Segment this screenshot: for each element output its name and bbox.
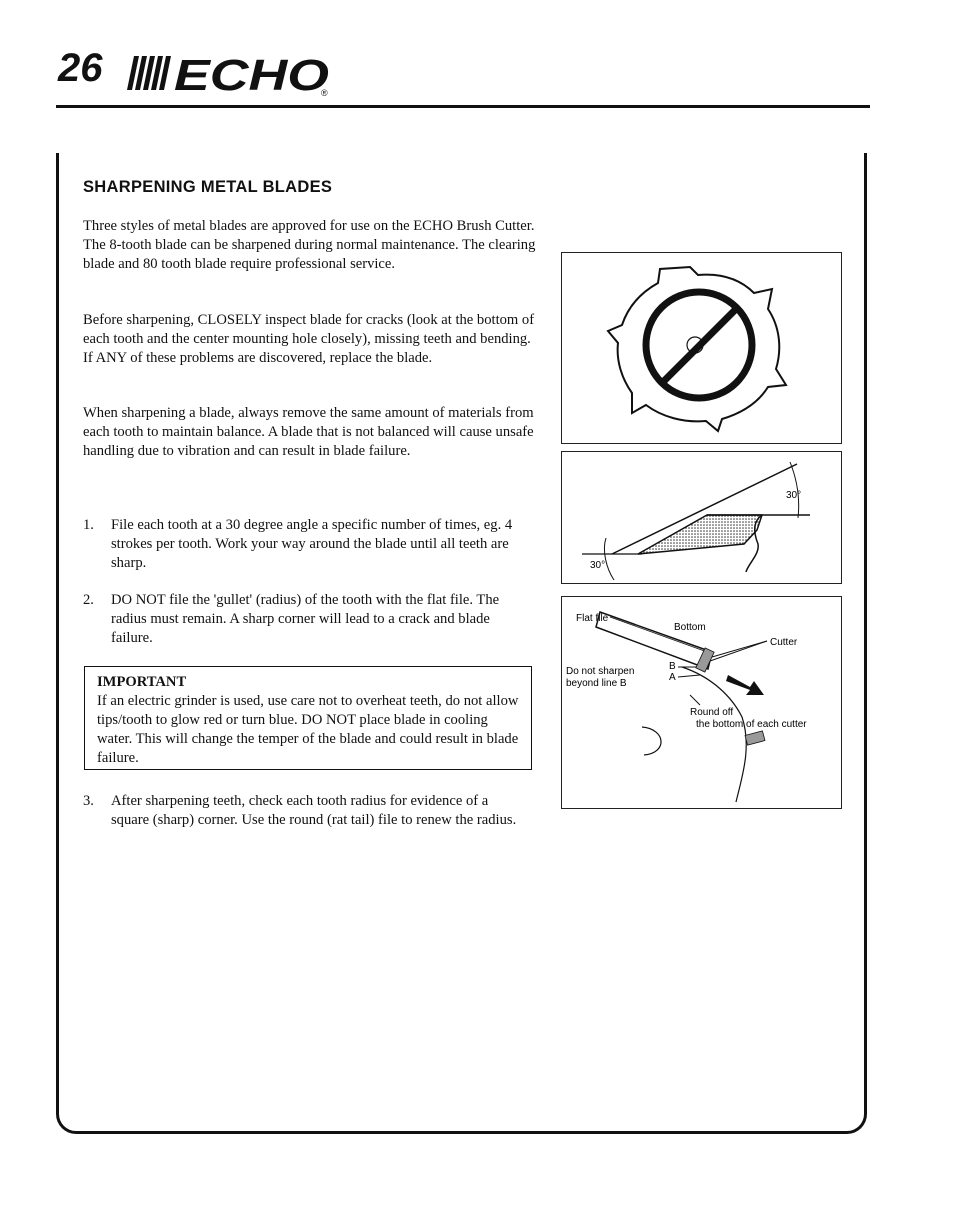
angle-label-bottom: 30° — [590, 560, 606, 571]
balance-paragraph: When sharpening a blade, always remove the same amount of materials from each tooth to maintain balance. A blade that is not balanced will cause unsafe handling due to vibration and can result in blade failure. — [83, 405, 534, 459]
step-text: DO NOT file the 'gullet' (radius) of the tooth with the flat file. The radius must remain. A sharp corner will lead to a crack and blade failure. — [111, 592, 500, 646]
do-not-sharpen-label: Do not sharpen — [566, 666, 635, 677]
beyond-line-label: beyond line B — [566, 678, 627, 689]
important-heading: IMPORTANT — [97, 674, 187, 690]
step-text: After sharpening teeth, check each tooth radius for evidence of a square (sharp) corner. Use the round (rat tail) file to renew the radius. — [111, 793, 517, 828]
blade-prohibited-figure — [561, 252, 842, 444]
flat-file-label: Flat file — [576, 613, 609, 624]
step-number: 1. — [83, 517, 94, 533]
echo-logo — [124, 50, 336, 98]
step-text: File each tooth at a 30 degree angle a specific number of times, eg. 4 strokes per tooth. Work your way around the blade until all teeth are sharp. — [111, 517, 513, 571]
round-off-label: Round off — [690, 707, 734, 718]
logo-text: ECHO — [174, 51, 329, 98]
flat-file-figure — [561, 596, 842, 809]
line-a-label: A — [669, 672, 676, 683]
direction-arrow-icon — [726, 675, 764, 695]
bottom-each-cutter-label: the bottom of each cutter — [696, 719, 807, 730]
angle-label-top: 30° — [786, 490, 802, 501]
bottom-label: Bottom — [674, 622, 706, 633]
important-text: If an electric grinder is used, use care not to overheat teeth, do not allow tips/tooth to glow red or turn blue. DO NOT place blade in cooling water. This will change the temper of the blade and could result in blade failure. — [97, 693, 519, 766]
step-number: 2. — [83, 592, 94, 608]
filing-angle-figure — [561, 451, 842, 584]
filed-tooth-area — [638, 515, 762, 554]
important-notice — [84, 666, 532, 770]
intro-paragraph: Three styles of metal blades are approved for use on the ECHO Brush Cutter. The 8-tooth blade can be sharpened during normal maintenance. The clearing blade and 80 tooth blade require professional service. — [83, 218, 536, 272]
step-number: 3. — [83, 793, 94, 809]
section-title: SHARPENING METAL BLADES — [83, 178, 333, 196]
inspect-paragraph: Before sharpening, CLOSELY inspect blade for cracks (look at the bottom of each tooth and the center mounting hole closely), missing teeth and bending. If ANY of these problems are discovered, replace the blade. — [83, 312, 535, 366]
header-rule — [56, 105, 870, 108]
cutter-label: Cutter — [770, 637, 798, 648]
page-number: 26 — [58, 46, 103, 90]
registered-mark: ® — [321, 88, 328, 98]
line-b-label: B — [669, 661, 676, 672]
